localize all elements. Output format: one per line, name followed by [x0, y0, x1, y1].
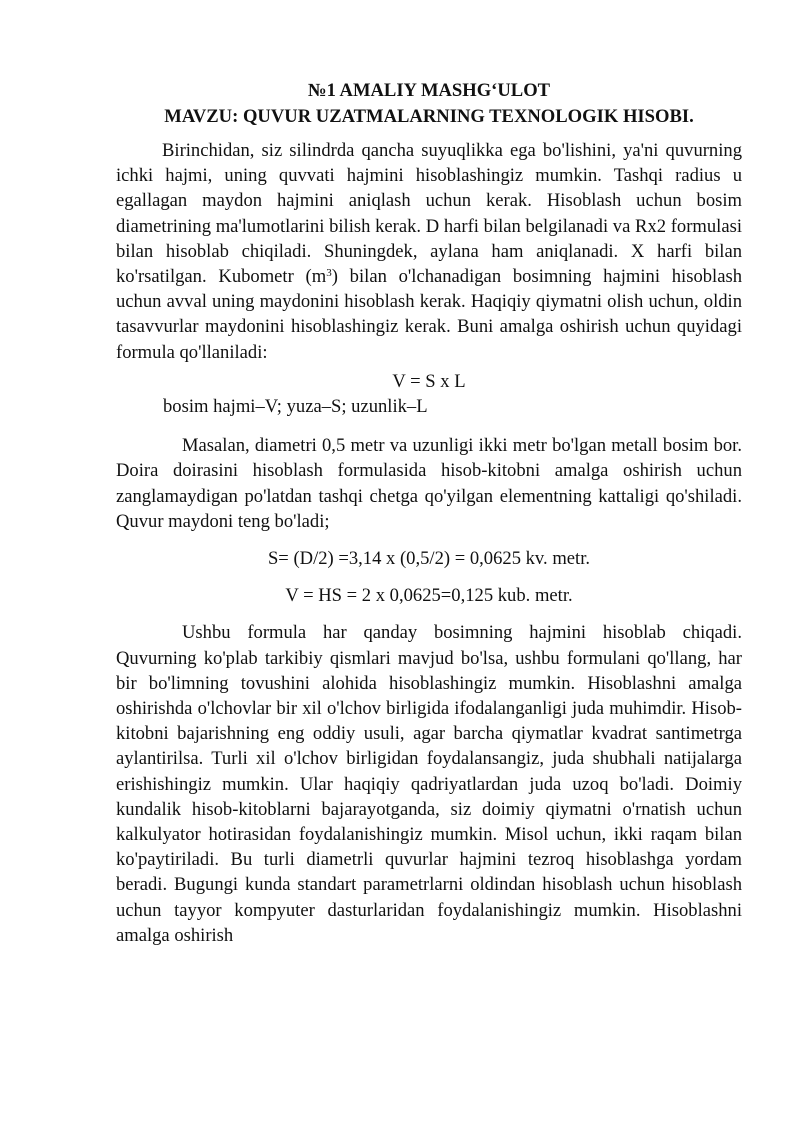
formula-area: S= (D/2) =3,14 x (0,5/2) = 0,0625 kv. metr.: [267, 548, 591, 570]
formula-volume-example: V = HS = 2 x 0,0625=0,125 kub. metr.: [285, 585, 573, 607]
paragraph-intro-text-a: Birinchidan, siz silindrda qancha suyuqlikka ega bo'lishini, ya'ni quvurning ichki hajmi, uning quvvati hajmini hisoblashingiz mumkin. Tashqi radius u egallagan maydon hajmini aniqlash uchun kerak. Hisoblash uchun bosim diametrining ma'lumotlarini bilish kerak. D harfi bilan belgilanadi va Rx2 formulasi bilan hisoblab chiqiladi. Shuningdek, aylana ham aniqlanadi. X harfi bilan ko'rsatilgan. Kubometr (m: [116, 140, 742, 288]
document-body: [116, 78, 742, 948]
cubic-superscript: 3: [326, 267, 332, 280]
paragraph-intro: [116, 138, 742, 365]
topic-title: MAVZU: QUVUR UZATMALARNING TEXNOLOGIK HISOBI.: [164, 106, 694, 127]
spacer: [116, 534, 742, 546]
paragraph-explanation: Ushbu formula har qanday bosimning hajmini hisoblab chiqadi. Quvurning ko'plab tarkibiy qismlari mavjud bo'lsa, ushbu formulani qo'llang, har bir bo'limning tovushini alohida hisoblashingiz mumkin. Hisoblashni amalga oshirishda o'lchovlar bir xil o'lchov birligida ifodalanganligi juda muhimdir. Hisob-kitobni bajarishning eng oddiy usuli, agar barcha qiymatlar kvadrat santimetrga aylantirilsa. Turli xil o'lchov birligidan foydalansangiz, juda shubhali natijalarga erishishingiz mumkin. Ular haqiqiy qadriyatlardan juda uzoq bo'ladi. Doimiy kundalik hisob-kitoblarni bajarayotganda, siz doimiy qiymatni o'rnatish uchun kalkulyator hotirasidan foydalanishingiz mumkin. Misol uchun, ikki raqam bilan ko'paytiriladi. Bu turli diametrli quvurlar hajmini tezroq hisoblashga yordam beradi. Bugungi kunda standart parametrlarni oldindan hisoblash uchun hisoblash uchun tayyor kompyuter dasturlaridan foydalanishingiz mumkin. Hisoblashni amalga oshirish: [116, 622, 742, 946]
formula-legend: bosim hajmi–V; yuza–S; uzunlik–L: [163, 396, 428, 418]
paragraph-intro-text-b: ) bilan o'lchanadigan bosimning hajmini hisoblash uchun avval uning maydonini hisoblash kerak. Haqiqiy qiymatni olish uchun, oldin tasavvurlar maydonini hisoblashingiz kerak. Buni amalga oshirish uchun quyidagi formula qo'llaniladi:: [116, 266, 742, 363]
paragraph-example: Masalan, diametri 0,5 metr va uzunligi ikki metr bo'lgan metall bosim bor. Doira doirasini hisoblash formulasida hisob-kitobni amalga oshirish uchun zanglamaydigan po'latdan tashqi chetga qo'yilgan elementning kattaligi qo'shiladi. Quvur maydoni teng bo'ladi;: [116, 435, 742, 532]
spacer: [116, 608, 742, 620]
spacer: [116, 571, 742, 583]
formula-volume-general: V = S x L: [392, 370, 466, 392]
practice-title: №1 AMALIY MASHG‘ULOT: [307, 80, 551, 101]
spacer: [116, 419, 742, 433]
